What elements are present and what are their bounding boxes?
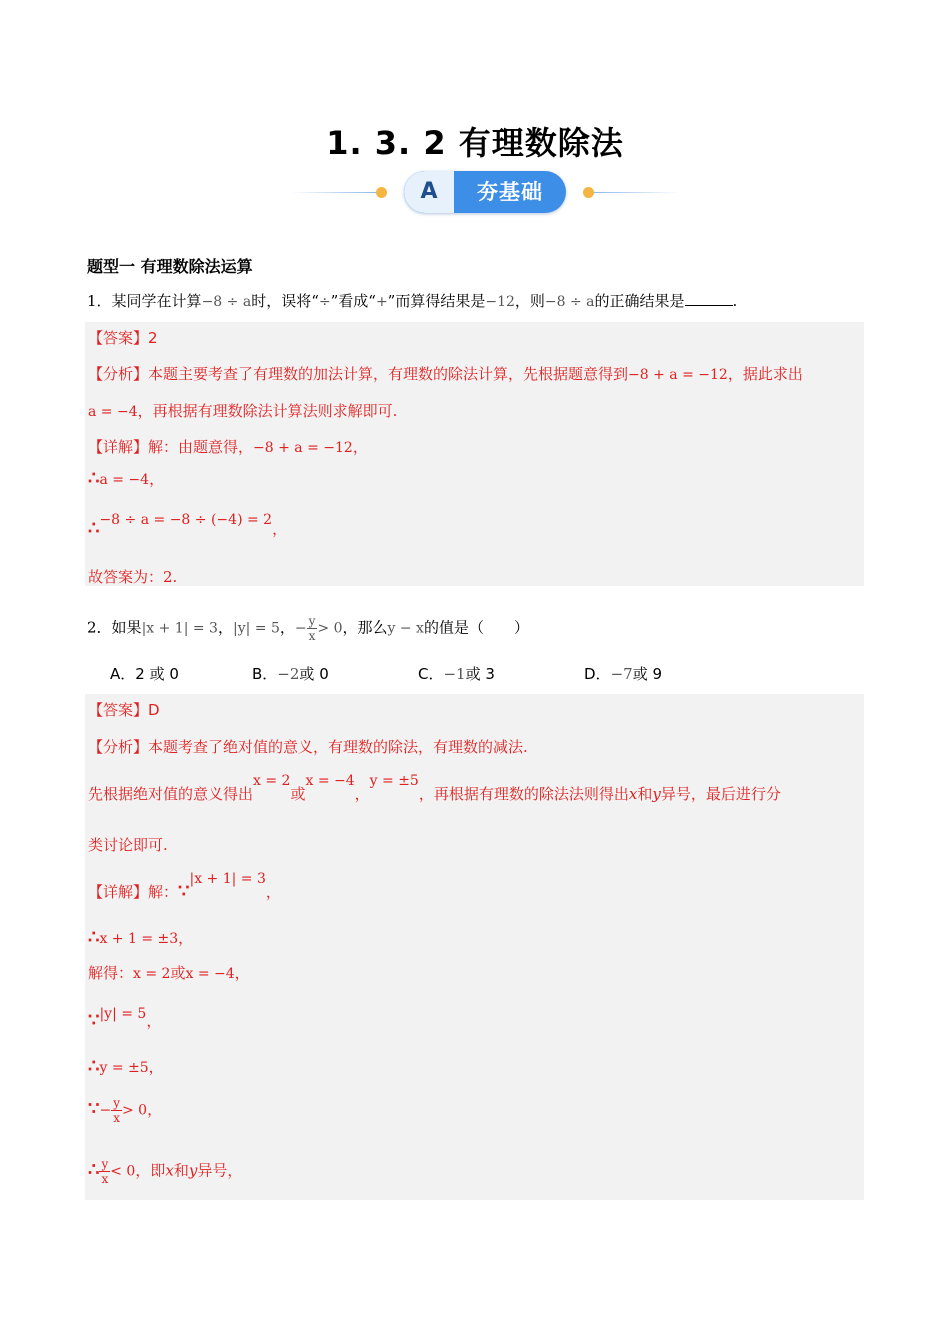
answer-tag: 【答案】 [88, 329, 149, 347]
because-symbol: ∵ [178, 881, 190, 902]
step-expr: < 0 [110, 1163, 136, 1180]
therefore-symbol: ∴ [88, 1159, 100, 1181]
a2-step-4 [88, 1096, 162, 1125]
solve-expr: x = −4 [185, 966, 235, 982]
step-expr: x + 1 = ±3 [99, 931, 179, 947]
answer-box-2 [85, 694, 864, 1200]
a1-detail [88, 436, 368, 457]
step-fraction [99, 1157, 110, 1186]
because-symbol: ∵ [88, 1010, 100, 1031]
a2-answer [88, 699, 160, 720]
section-heading: 题型一 有理数除法运算 [87, 257, 253, 276]
banner-left-dot [376, 187, 387, 198]
fraction-numerator: y [113, 1096, 120, 1110]
step-punct: ， [272, 520, 288, 538]
detail-expr: −8 + a = −12 [253, 440, 353, 456]
analysis-text: 或 [290, 785, 306, 803]
a2-analysis-line-3: 类讨论即可. [88, 836, 168, 854]
step-punct: ， [147, 1100, 163, 1119]
therefore-symbol: ∴ [88, 468, 100, 489]
step-var: x [165, 1161, 174, 1180]
analysis-text: 本题主要考查了有理数的加法计算，有理数的除法计算，先根据题意得到 [148, 365, 629, 383]
step-expr: y = ±5 [99, 1060, 149, 1076]
q1-text: ”看成“ [330, 292, 376, 310]
solve-expr: x = 2 [133, 966, 171, 982]
a2-step-3 [88, 1056, 164, 1077]
analysis-tag: 【分析】 [88, 365, 149, 383]
step-expr: −8 ÷ a = −8 ÷ (−4) = 2 [99, 512, 273, 528]
a2-analysis-line-2 [88, 773, 781, 804]
analysis-expr: −8 + a = −12 [628, 367, 728, 383]
option-value: 或 3 [465, 665, 495, 683]
analysis-expr: x = −4 [305, 773, 355, 789]
analysis-expr: y = ±5 [369, 773, 419, 789]
q2-expr: |x + 1| = 3 [141, 620, 218, 637]
question-1 [87, 290, 737, 311]
step-punct: ， [178, 929, 194, 947]
step-var: y [188, 1161, 198, 1180]
q1-text: 某同学在计算 [111, 292, 202, 310]
section-banner [290, 168, 680, 216]
a2-step-2 [88, 1002, 162, 1031]
q2-punct: ， [279, 618, 295, 637]
step-text: 异号， [197, 1161, 243, 1180]
banner-pill [404, 171, 566, 213]
therefore-symbol: ∴ [88, 927, 100, 948]
detail-text: 解： [148, 883, 179, 901]
q1-text: 时，误将“ [251, 292, 319, 310]
banner-right-line [594, 192, 680, 193]
solve-text: 或 [170, 964, 186, 982]
analysis-var: y [652, 785, 661, 803]
option-math: −2 [277, 665, 300, 683]
banner-left-line [290, 192, 376, 193]
analysis-punct: ， [354, 785, 370, 803]
analysis-var: x [628, 785, 638, 803]
step-fraction [111, 1096, 122, 1125]
fraction-numerator: y [101, 1157, 109, 1171]
option-label: C． [418, 665, 444, 683]
option-value: 或 9 [632, 665, 662, 683]
q2-fraction [307, 614, 318, 643]
analysis-text: ，再根据有理数的除法法则得出 [418, 785, 629, 803]
option-math: −7 [610, 665, 633, 683]
analysis-text: ，再根据有理数除法计算法则求解即可. [137, 402, 398, 420]
step-punct: ， [148, 1058, 164, 1076]
detail-punct: ， [352, 438, 368, 456]
answer-blank[interactable] [685, 291, 733, 306]
option-c[interactable] [418, 663, 495, 684]
analysis-expr: x = 2 [253, 773, 291, 789]
detail-text: 解：由题意得， [148, 438, 254, 456]
q2-text: ，那么 [342, 618, 388, 637]
detail-tag: 【详解】 [88, 883, 149, 901]
a2-detail [88, 871, 281, 902]
analysis-text: 和 [637, 785, 653, 803]
option-math: −1 [443, 665, 466, 683]
option-d[interactable] [584, 663, 662, 684]
step-expr: a = −4 [99, 472, 150, 488]
q1-text: ”而算得结果是 [387, 292, 486, 310]
a1-analysis-line-1 [88, 363, 803, 384]
q2-expr: |y| = 5 [232, 620, 280, 637]
detail-punct: ， [265, 883, 281, 901]
q1-symbol: ÷ [318, 294, 331, 310]
a1-step-1 [88, 468, 164, 489]
q2-punct: ， [217, 618, 233, 637]
a2-step-5 [88, 1157, 242, 1186]
step-punct: ， [149, 470, 165, 488]
q1-expr: −12 [485, 294, 515, 310]
option-b[interactable] [252, 663, 329, 684]
q1-expr: −8 ÷ a [544, 294, 595, 310]
q1-symbol: + [375, 294, 388, 310]
fraction-denominator: x [113, 1111, 120, 1125]
banner-label: 夯基础 [477, 180, 543, 204]
q2-expr: > 0 [317, 620, 343, 637]
fraction-denominator: x [308, 629, 316, 643]
solve-punct: ， [234, 964, 250, 982]
step-text: 和 [173, 1161, 189, 1180]
answer-value: D [148, 701, 160, 719]
option-value: 或 0 [299, 665, 329, 683]
analysis-text: 本题考查了绝对值的意义，有理数的除法，有理数的减法. [148, 738, 528, 756]
a1-analysis-line-2 [88, 400, 397, 421]
q1-expr: −8 ÷ a [201, 294, 252, 310]
q2-number: 2． [87, 618, 112, 637]
q2-expr: y − x [387, 620, 424, 637]
banner-letter: A [404, 171, 454, 213]
therefore-symbol: ∴ [88, 1056, 100, 1077]
banner-right-dot [583, 187, 594, 198]
q1-text: . [732, 292, 738, 310]
fraction-denominator: x [101, 1172, 109, 1186]
option-value: 2 或 0 [135, 665, 179, 683]
detail-tag: 【详解】 [88, 438, 149, 456]
q2-text: 的值是（ ） [423, 618, 529, 637]
because-symbol: ∵ [88, 1098, 100, 1120]
a1-answer [88, 327, 158, 348]
therefore-symbol: ∴ [88, 518, 100, 539]
step-text: ，即 [135, 1161, 166, 1180]
option-label: B． [252, 665, 278, 683]
q1-number: 1． [87, 292, 112, 310]
step-expr: |y| = 5 [99, 1006, 147, 1022]
analysis-expr: a = −4 [88, 404, 138, 420]
step-expr: > 0 [121, 1102, 148, 1119]
step-expr: − [99, 1102, 112, 1119]
page-title: 1. 3. 2 有理数除法 [326, 124, 624, 162]
step-punct: ， [146, 1012, 162, 1030]
q2-text: 如果 [111, 618, 142, 637]
q1-text: 的正确结果是 [594, 292, 685, 310]
a2-analysis-line-1 [88, 736, 528, 757]
analysis-text: 先根据绝对值的意义得出 [88, 785, 254, 803]
question-2 [87, 614, 529, 643]
option-label: D． [584, 665, 611, 683]
answer-value: 2 [148, 329, 158, 347]
a1-conclusion: 故答案为：2. [88, 568, 178, 586]
detail-expr: |x + 1| = 3 [189, 871, 266, 887]
analysis-text: ，据此求出 [727, 365, 803, 383]
option-a[interactable] [110, 663, 179, 684]
fraction-numerator: y [308, 614, 316, 628]
a2-step-1 [88, 927, 193, 948]
analysis-text: 异号，最后进行分 [660, 785, 781, 803]
a1-step-2 [88, 508, 288, 539]
solve-text: 解得： [88, 964, 134, 982]
a2-solve [88, 962, 250, 983]
q1-text: ，则 [514, 292, 545, 310]
option-label: A． [110, 665, 136, 683]
answer-tag: 【答案】 [88, 701, 149, 719]
analysis-tag: 【分析】 [88, 738, 149, 756]
q2-expr: − [294, 620, 307, 637]
